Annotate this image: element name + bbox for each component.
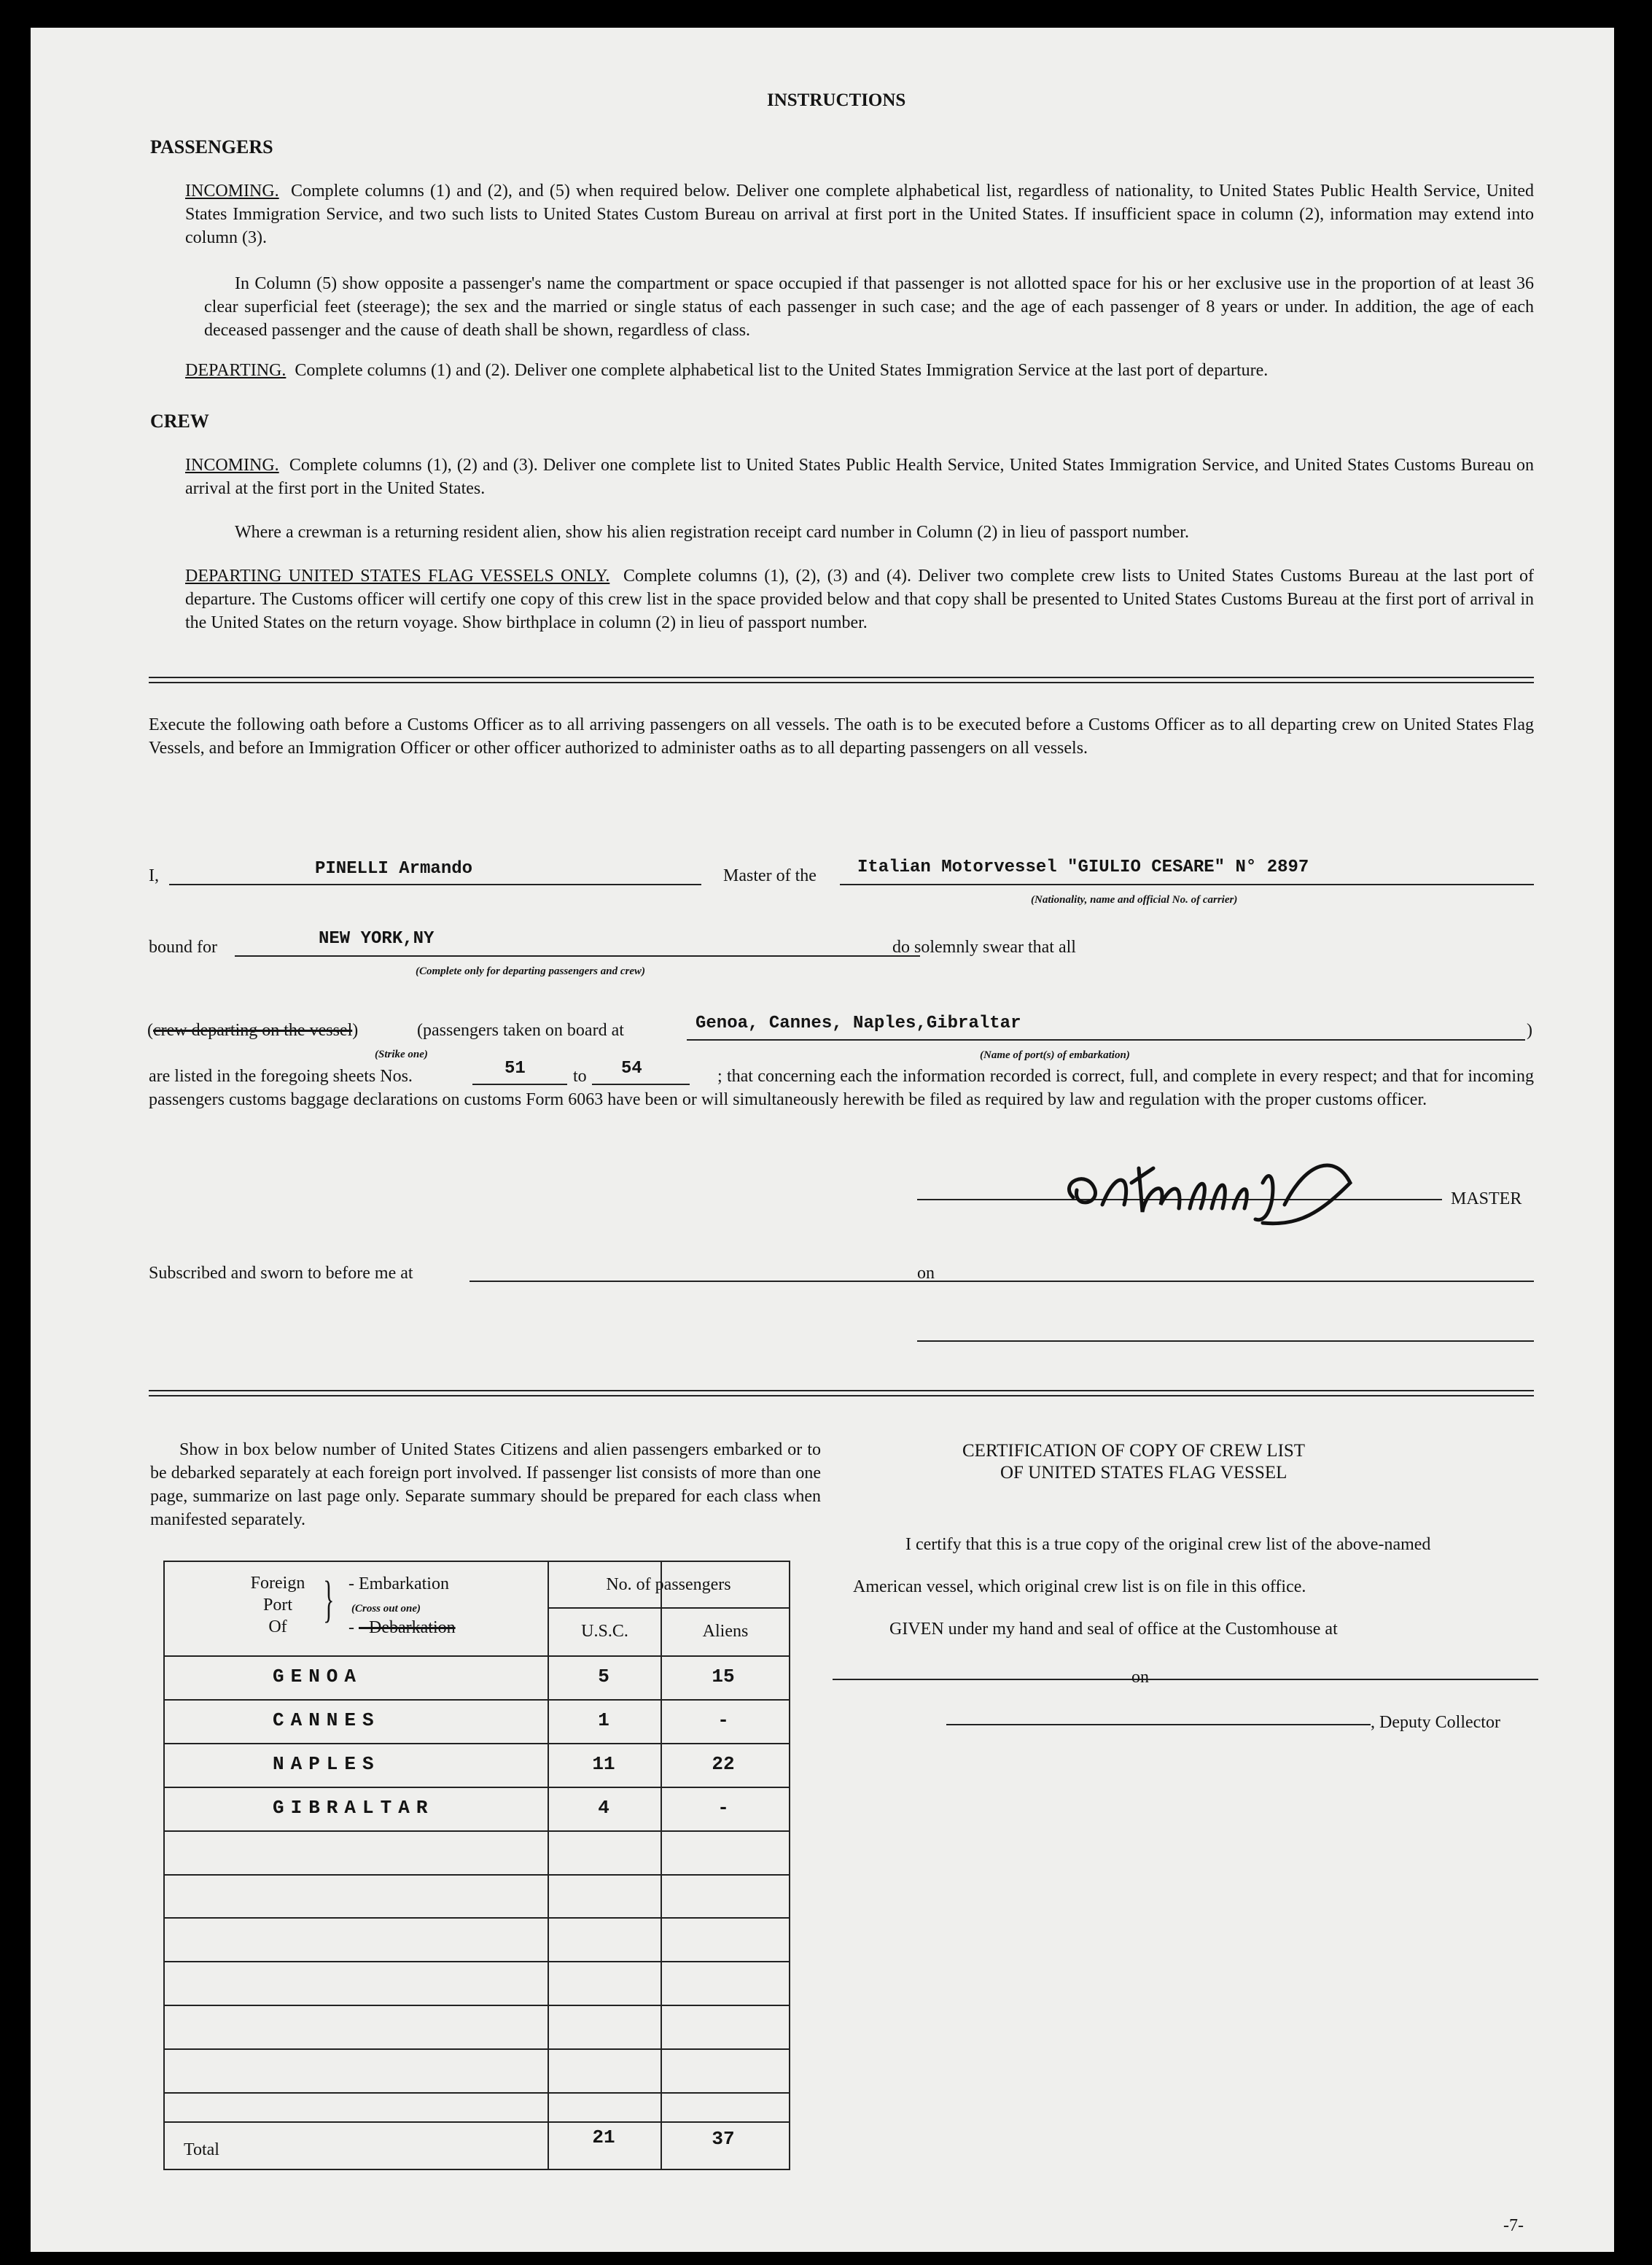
section-divider-2 [149, 1390, 1534, 1396]
strike-caption: (Strike one) [375, 1049, 428, 1060]
row-usc: 1 [598, 1709, 609, 1731]
crew-incoming-paragraph [185, 454, 1534, 500]
crew-returning-text: Where a crewman is a returning resident alien, show his alien registration receipt card number in Column (2) in lieu of passport number. [235, 523, 1189, 542]
row-aliens: 22 [712, 1753, 735, 1775]
sheet-from-value: 51 [504, 1059, 526, 1079]
vessel-line [840, 884, 1534, 885]
sheets-to-label: to [573, 1067, 587, 1086]
strike-close-paren: ) [352, 1021, 359, 1040]
header-debarkation-wrap: - - Debarkation [348, 1618, 456, 1637]
header-aliens: Aliens [702, 1622, 749, 1641]
total-aliens: 37 [712, 2128, 735, 2150]
table-divider-usc [548, 1562, 549, 2169]
row-port: CANNES [273, 1709, 381, 1731]
strike-open-paren: ( [147, 1021, 153, 1040]
row-usc: 4 [598, 1797, 609, 1819]
passengers-incoming-paragraph [185, 179, 1534, 249]
header-usc: U.S.C. [581, 1622, 628, 1641]
deputy-collector-label: , Deputy Collector [1371, 1713, 1500, 1732]
crew-incoming-text: Complete columns (1), (2) and (3). Deliver one complete list to United States Public Health Service, United States Immigration Service, and United States Customs Bureau on arrival at the first port in the United States. [185, 456, 1534, 498]
certification-date-line [1156, 1679, 1538, 1680]
passengers-departing-text: Complete columns (1) and (2). Deliver one complete alphabetical list to the United States Immigration Service at the last port of departure. [295, 361, 1269, 380]
certification-title-1: CERTIFICATION OF COPY OF CREW LIST [962, 1441, 1306, 1461]
master-label: MASTER [1451, 1189, 1522, 1208]
passengers-column5-paragraph [204, 272, 1534, 342]
table-row-rule [165, 1961, 789, 1962]
subscribed-label: Subscribed and sworn to before me at [149, 1264, 413, 1283]
summary-intro-text: Show in box below number of United States Citizens and alien passengers embarked or to be debarked separately at each foreign port involved. If passenger list consists of more than one page, summarize on last page only. Separate summary should be prepared for each class when manifested separately. [150, 1440, 821, 1529]
crew-departing-label: DEPARTING UNITED STATES FLAG VESSELS ONLY. [185, 567, 610, 586]
ports-value: Genoa, Cannes, Naples,Gibraltar [696, 1014, 1021, 1033]
bound-for-caption: (Complete only for departing passengers and crew) [416, 966, 645, 977]
crew-departing-struck: crew departing on the vessel [153, 1021, 353, 1040]
subscribed-on-label: on [917, 1264, 935, 1283]
certification-line-3: GIVEN under my hand and seal of office at the Customhouse at [889, 1620, 1338, 1639]
instructions-title: INSTRUCTIONS [767, 90, 906, 110]
ports-line [687, 1039, 1525, 1041]
table-row-rule [165, 1787, 789, 1788]
header-of: Of [268, 1617, 287, 1636]
row-aliens: 15 [712, 1666, 735, 1687]
certification-line-2: American vessel, which original crew list is on file in this office. [853, 1577, 1306, 1596]
oath-body-paragraph [149, 1065, 1534, 1111]
master-signature [1044, 1139, 1452, 1227]
oath-body-text: ; that concerning each the information recorded is correct, full, and complete in every respect; and that for incoming passengers customs baggage declarations on customs Form 6063 have been or will simultaneously herewith be filed as required by law and regulation with the proper customs officer. [149, 1067, 1534, 1109]
swear-label: do solemnly swear that all [892, 938, 1076, 957]
manifest-page [31, 28, 1614, 2252]
master-name-value: PINELLI Armando [315, 859, 473, 879]
crew-incoming-label: INCOMING. [185, 456, 279, 475]
passengers-incoming-text: Complete columns (1) and (2), and (5) when required below. Deliver one complete alphabetical list, regardless of nationality, to United States Public Health Service, United States Immigration Service, and two such lists to United States Custom Bureau on arrival at first port in the United States. If insufficient space in column (2), information may extend into column (3). [185, 182, 1534, 247]
certification-place-line [833, 1679, 1159, 1680]
table-divider-aliens [661, 1562, 662, 2169]
row-port: GENOA [273, 1666, 363, 1687]
sheet-to-value: 54 [621, 1059, 642, 1079]
table-row-rule [165, 2005, 789, 2006]
header-no-passengers: No. of passengers [606, 1575, 731, 1594]
crew-departing-paragraph [185, 564, 1534, 634]
row-port: NAPLES [273, 1753, 381, 1775]
deputy-signature-line [946, 1724, 1371, 1725]
ports-caption: (Name of port(s) of embarkation) [980, 1049, 1130, 1061]
passengers-departing-paragraph [185, 359, 1534, 382]
passengers-incoming-label: INCOMING. [185, 182, 279, 201]
header-brace: } [323, 1571, 335, 1628]
master-name-line [169, 884, 701, 885]
summary-intro-paragraph [150, 1438, 821, 1531]
crew-heading: CREW [150, 411, 209, 432]
passenger-summary-table [163, 1561, 790, 2170]
table-row-rule [165, 1830, 789, 1832]
header-embarkation: - Embarkation [348, 1574, 449, 1593]
header-port: Port [262, 1596, 292, 1615]
passengers-departing-label: DEPARTING. [185, 361, 287, 380]
oath-i-label: I, [149, 866, 159, 885]
total-usc: 21 [592, 2126, 615, 2148]
row-aliens: - [717, 1797, 729, 1819]
table-row-rule [165, 1743, 789, 1744]
table-row-rule [165, 2092, 789, 2094]
row-port: GIBRALTAR [273, 1797, 435, 1819]
crew-returning-paragraph [204, 521, 1534, 544]
sheets-label: are listed in the foregoing sheets Nos. [149, 1067, 413, 1086]
oath-intro-paragraph [149, 713, 1534, 760]
certification-title-2: OF UNITED STATES FLAG VESSEL [1000, 1463, 1287, 1483]
subscribed-place-line [470, 1281, 948, 1282]
page-mark: -7- [1503, 2216, 1524, 2235]
table-row-rule [165, 1874, 789, 1876]
vessel-value: Italian Motorvessel "GIULIO CESARE" N° 2897 [857, 858, 1309, 877]
total-label: Total [184, 2140, 219, 2159]
certification-line-1: I certify that this is a true copy of the original crew list of the above-named [905, 1535, 1431, 1554]
table-subheader-rule [548, 1607, 789, 1609]
section-divider [149, 677, 1534, 683]
passengers-column5-text: In Column (5) show opposite a passenger's name the compartment or space occupied if that passenger is not allotted space for his or her exclusive use in the proportion of at least 36 clear superficial feet (steerage); the sex and the married or single status of each passenger in such case; and the age of each passenger of 8 years or under. In addition, the age of each deceased passenger and the cause of death shall be shown, regardless of class. [204, 274, 1534, 340]
row-usc: 11 [592, 1753, 615, 1775]
strike-group [147, 1019, 358, 1042]
ports-close-paren: ) [1527, 1021, 1532, 1040]
header-foreign: Foreign [250, 1574, 305, 1593]
subscribed-date-line [940, 1281, 1534, 1282]
table-row-rule [165, 1699, 789, 1701]
passengers-taken-label: (passengers taken on board at [417, 1021, 624, 1040]
certification-on-label: on [1131, 1668, 1149, 1687]
bound-for-value: NEW YORK,NY [319, 929, 435, 949]
crew-departing-text: Complete columns (1), (2), (3) and (4). Deliver two complete crew lists to United States Customs Bureau at the last port of departure. The Customs officer will certify one copy of this crew list in the space provided below and that copy shall be presented to United States Customs Bureau at the first port of arrival in the United States on the return voyage. Show birthplace in column (2) in lieu of passport number. [185, 567, 1534, 632]
table-row-rule [165, 2048, 789, 2050]
table-total-rule [165, 2121, 789, 2123]
row-usc: 5 [598, 1666, 609, 1687]
bound-for-label: bound for [149, 938, 217, 957]
officer-signature-line [917, 1340, 1534, 1342]
table-header-rule [165, 1655, 789, 1657]
header-cross-out: (Cross out one) [351, 1603, 421, 1615]
header-debarkation: - Debarkation [359, 1618, 456, 1637]
bound-for-line [235, 955, 920, 957]
oath-intro-text: Execute the following oath before a Customs Officer as to all arriving passengers on all vessels. The oath is to be executed before a Customs Officer as to all departing crew on United States Flag Vessels, and before an Immigration Officer or other officer authorized to administer oaths as to all departing passengers on all vessels. [149, 715, 1534, 758]
passengers-heading: PASSENGERS [150, 136, 273, 158]
table-row-rule [165, 1917, 789, 1919]
master-of-label: Master of the [723, 866, 817, 885]
row-aliens: - [717, 1709, 729, 1731]
vessel-caption: (Nationality, name and official No. of carrier) [1031, 894, 1238, 906]
